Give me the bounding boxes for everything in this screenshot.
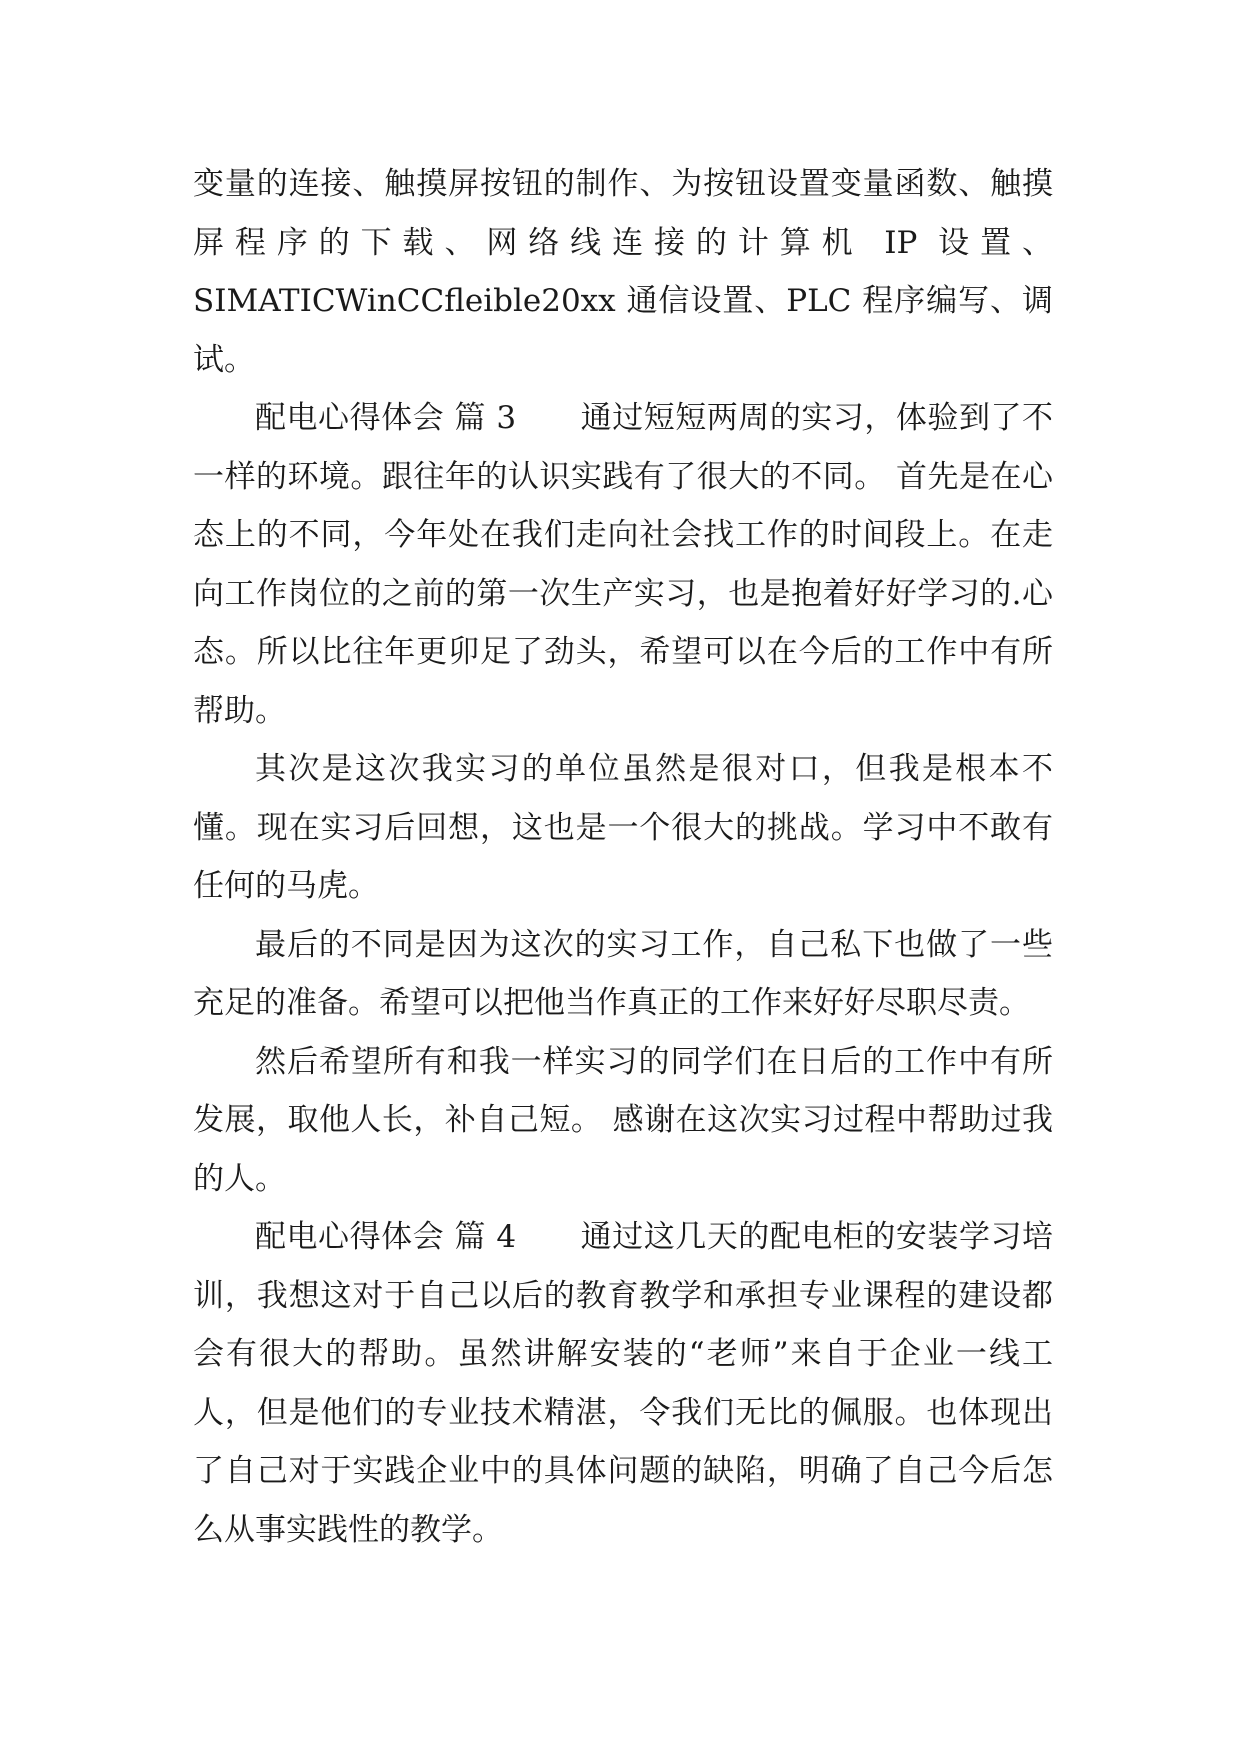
section-heading-4: 配电心得体会 篇 4 bbox=[255, 1219, 517, 1255]
paragraph-text: 通过这几天的配电柜的安装学习培训，我想这对于自己以后的教育教学和承担专业课程的建设都会有很大的帮助。虽然讲解安装的“老师”来自于企业一线工人，但是他们的专业技术精湛，令我们无比的佩服。也体现出了自己对于实践企业中的具体问题的缺陷，明确了自己今后怎么从事实践性的教学。 bbox=[193, 1219, 1054, 1548]
document-page bbox=[193, 155, 1053, 1559]
paragraph-text: 通过短短两周的实习，体验到了不一样的环境。跟往年的认识实践有了很大的不同。 首先是在心态上的不同，今年处在我们走向社会找工作的时间段上。在走向工作岗位的之前的第一次生产实习，也是抱着好好学习的.心态。所以比往年更卯足了劲头，希望可以在今后的工作中有所帮助。 bbox=[193, 400, 1054, 729]
paragraph-continuation bbox=[193, 155, 1053, 389]
paragraph-last-difference bbox=[193, 916, 1053, 1033]
paragraph-second-difference bbox=[193, 740, 1053, 916]
paragraph-text: 最后的不同是因为这次的实习工作，自己私下也做了一些充足的准备。希望可以把他当作真正的工作来好好尽职尽责。 bbox=[193, 926, 1053, 1021]
section-heading-3: 配电心得体会 篇 3 bbox=[255, 400, 517, 436]
paragraph-wishes bbox=[193, 1033, 1053, 1209]
paragraph-text: 变量的连接、触摸屏按钮的制作、为按钮设置变量函数、触摸屏程序的下载、网络线连接的计算机 IP 设置、SIMATICWinCCfleible20xx 通信设置、PLC 程序编写、调试。 bbox=[193, 166, 1053, 378]
paragraph-section-3-intro bbox=[193, 389, 1053, 740]
paragraph-text: 其次是这次我实习的单位虽然是很对口，但我是根本不懂。现在实习后回想，这也是一个很大的挑战。学习中不敢有任何的马虎。 bbox=[193, 751, 1053, 904]
paragraph-text: 然后希望所有和我一样实习的同学们在日后的工作中有所发展，取他人长，补自己短。 感谢在这次实习过程中帮助过我的人。 bbox=[193, 1043, 1053, 1197]
paragraph-section-4-intro bbox=[193, 1208, 1053, 1559]
